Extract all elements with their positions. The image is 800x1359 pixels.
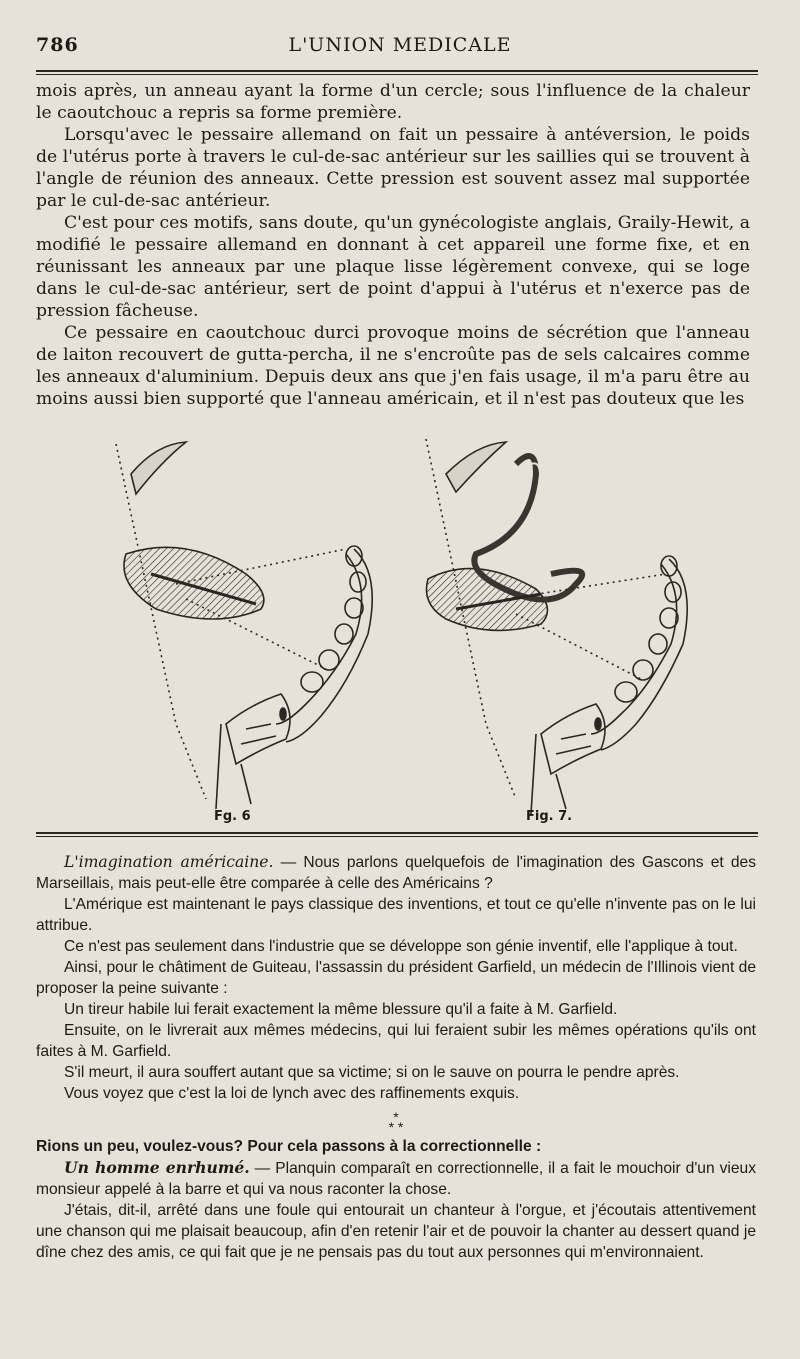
feuilleton-paragraph-3: Ce n'est pas seulement dans l'industrie que se développe son génie inventif, elle l'applique à tout.: [64, 938, 738, 955]
feuilleton-rule-thin: [36, 836, 758, 837]
feuilleton-paragraph-7: S'il meurt, il aura souffert autant que sa victime; si on le sauve on pourra le pendre après.: [64, 1064, 680, 1081]
feuilleton-paragraph-10: [36, 1157, 756, 1200]
feuilleton-rule: [36, 832, 758, 834]
section-title-imagination: L'imagination américaine.: [64, 853, 274, 871]
page-header: [36, 34, 764, 62]
feuilleton-paragraph-8: Vous voyez que c'est la loi de lynch avec des raffinements exquis.: [64, 1085, 520, 1102]
pessary-figures: [36, 424, 756, 824]
feuilleton-body: [36, 852, 756, 1263]
feuilleton-lead: Rions un peu, voulez-vous? Pour cela passons à la correctionnelle :: [36, 1138, 542, 1155]
section-separator-stars: * * *: [388, 1109, 404, 1135]
feuilleton-text-10: — Planquin comparaît en correctionnelle, il a fait le mouchoir d'un vieux monsieur appelé à la barre et qui va nous raconter la chose.: [36, 1160, 757, 1198]
running-title: L'UNION MEDICALE: [288, 34, 512, 56]
feuilleton-text-1: — Nous parlons quelquefois de l'imagination des Gascons et des Marseillais, mais peut-elle être comparée à celle des Américains ?: [36, 854, 756, 892]
section-title-enrhume: Un homme enrhumé.: [64, 1158, 250, 1177]
feuilleton-paragraph-6: Ensuite, on le livrerait aux mêmes médecins, qui lui feraient subir les mêmes opérations qu'ils ont faites à M. Garfield.: [36, 1022, 756, 1060]
article-paragraph-4: Ce pessaire en caoutchouc durci provoque moins de sécrétion que l'anneau de laiton recouvert de gutta-percha, il ne s'encroûte pas de sels calcaires comme les anneaux d'aluminium. Depuis deux ans que j'en fais usage, il m'a paru être au moins aussi bien supporté que l'anneau américain, et il n'est pas douteux que les: [36, 323, 750, 409]
article-paragraph-1: mois après, un anneau ayant la forme d'un cercle; sous l'influence de la chaleur le caoutchouc a repris sa forme première.: [36, 81, 750, 123]
feuilleton-paragraph-9: [36, 1136, 756, 1157]
feuilleton-paragraph-2: L'Amérique est maintenant le pays classique des inventions, et tout ce qu'elle n'invente pas on le lui attribue.: [36, 896, 756, 934]
figure-6-caption: Fg. 6: [214, 809, 251, 824]
figure-7-drawing: [426, 439, 687, 814]
anatomical-illustration: [36, 424, 756, 824]
article-paragraph-3: C'est pour ces motifs, sans doute, qu'un gynécologiste anglais, Graily-Hewit, a modifié le pessaire allemand en donnant à cet appareil une forme fixe, et en réunissant les anneaux par une plaque lisse légèrement convexe, qui se loge dans le cul-de-sac antérieur, sert de point d'appui à l'utérus et n'exerce pas de pression fâcheuse.: [36, 213, 750, 321]
figure-6-drawing: [116, 442, 372, 809]
article-paragraph-2: Lorsqu'avec le pessaire allemand on fait un pessaire à antéversion, le poids de l'utérus porte à travers le cul-de-sac antérieur sur les saillies qui se trouvent à l'angle de réunion des anneaux. Cette pression est souvent assez mal supportée par le cul-de-sac antérieur.: [36, 125, 750, 211]
header-rule: [36, 70, 758, 72]
header-rule-thin: [36, 74, 758, 75]
figure-7-caption: Fig. 7.: [526, 809, 573, 824]
feuilleton-paragraph-11: J'étais, dit-il, arrêté dans une foule qui entourait un chanteur à l'orgue, et j'écoutais attentivement une chanson qui me plaisait beaucoup, afin d'en retenir l'air et de pouvoir la chanter au dessert quand je dîne chez des amis, ce qui fait que je ne pensais pas du tout aux personnes qui m'environnaient.: [36, 1202, 756, 1261]
article-body: [36, 80, 750, 410]
feuilleton-paragraph-4: Ainsi, pour le châtiment de Guiteau, l'assassin du président Garfield, un médecin de l'Illinois vient de proposer la peine suivante :: [36, 959, 756, 997]
feuilleton-paragraph-1: [36, 852, 756, 894]
feuilleton-paragraph-5: Un tireur habile lui ferait exactement la même blessure qu'il a faite à M. Garfield.: [64, 1001, 618, 1018]
page-number: 786: [36, 34, 79, 56]
